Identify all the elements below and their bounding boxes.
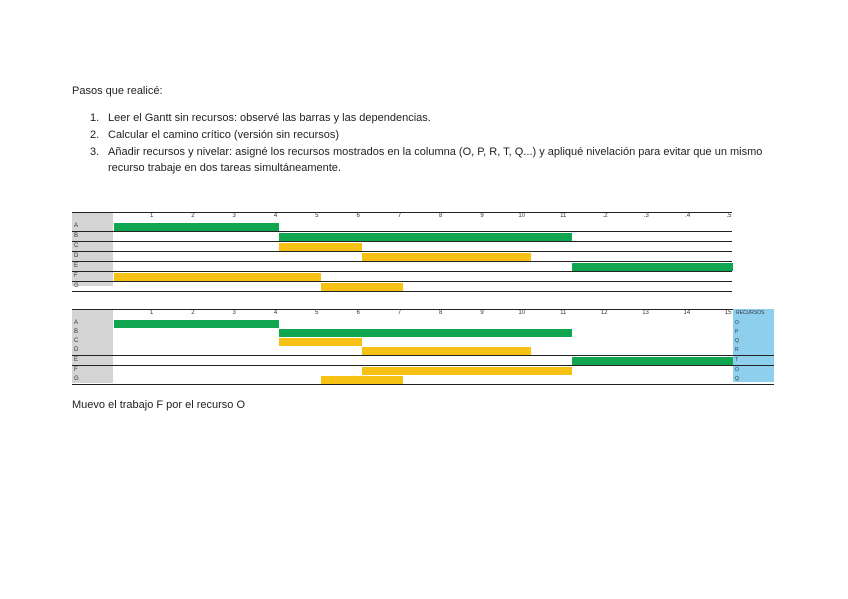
- resources-header: RECURSOS: [736, 310, 765, 316]
- task-resource: Q: [735, 338, 739, 344]
- period-tick-label: 8: [439, 310, 443, 316]
- task-label: G: [74, 376, 79, 382]
- task-bar: [321, 376, 404, 384]
- task-resource: Q: [735, 376, 739, 382]
- task-bar: [362, 367, 573, 375]
- task-resource: O: [735, 367, 739, 373]
- task-bar: [279, 329, 572, 337]
- period-tick-label: 1: [149, 310, 154, 316]
- gantt-task-row: [72, 242, 732, 252]
- period-tick-label: 9: [480, 213, 484, 219]
- task-label: D: [74, 347, 79, 353]
- period-tick-label: 3: [232, 310, 236, 316]
- period-tick-label: 14: [683, 310, 691, 316]
- period-tick-label: 4: [273, 310, 278, 316]
- gantt-task-row: [72, 366, 774, 375]
- task-bar: [572, 263, 733, 271]
- step-text: Calcular el camino crítico (versión sin recursos): [108, 129, 340, 141]
- period-tick-label: 5: [315, 213, 319, 219]
- period-tick-label: 9: [480, 310, 484, 316]
- task-resource: P: [735, 329, 739, 335]
- period-tick-label: 11: [560, 310, 567, 316]
- task-bar: [362, 253, 531, 261]
- gantt-task-row: [72, 232, 732, 242]
- task-resource: T: [735, 357, 739, 363]
- period-tick-label: 2: [191, 310, 195, 316]
- period-tick-label: .3: [643, 213, 649, 219]
- task-bar: [114, 223, 279, 231]
- period-tick-label: 13: [642, 310, 649, 316]
- period-tick-label: 7: [397, 213, 402, 219]
- task-label: E: [74, 263, 79, 269]
- task-bar: [572, 357, 733, 365]
- task-label: F: [74, 273, 78, 279]
- gantt-task-row: [72, 328, 774, 337]
- task-bar: [114, 273, 321, 281]
- task-label: B: [74, 329, 79, 335]
- step-number: 1.: [90, 112, 100, 124]
- period-tick-label: 5: [315, 310, 319, 316]
- period-tick-label: 7: [397, 310, 402, 316]
- task-label: E: [74, 357, 79, 363]
- step-item: [90, 127, 770, 143]
- task-label: A: [74, 223, 79, 229]
- gantt-task-row: [72, 282, 732, 292]
- steps-heading: Pasos que realicé:: [72, 85, 163, 97]
- step-item: [90, 144, 770, 176]
- gantt-task-row: [72, 375, 774, 385]
- gantt-task-row: [72, 222, 732, 232]
- task-resource: R: [735, 347, 739, 353]
- period-tick-label: 1: [149, 213, 154, 219]
- period-tick-label: 15: [724, 310, 732, 316]
- period-tick-label: .4: [685, 213, 691, 219]
- period-tick-label: 4: [273, 213, 278, 219]
- task-label: C: [74, 243, 79, 249]
- task-bar: [114, 320, 279, 328]
- gantt-task-row: [72, 346, 774, 356]
- gantt-header-row: [72, 309, 774, 319]
- period-tick-label: .5: [726, 213, 732, 219]
- step-number: 2.: [90, 129, 100, 141]
- period-tick-label: .2: [602, 213, 608, 219]
- period-tick-label: 6: [356, 310, 360, 316]
- gantt-task-row: [72, 262, 732, 272]
- step-text: Añadir recursos y nivelar: asigné los recursos mostrados en la columna (O, P, R, T, Q...) y apliqué nivelación para evitar que un mismo recurso trabaje en dos tareas simultáneamente.: [108, 146, 763, 174]
- period-tick-label: 12: [600, 310, 608, 316]
- period-tick-label: 2: [191, 213, 195, 219]
- gantt-header-row: [72, 212, 732, 222]
- step-item: [90, 110, 770, 126]
- task-bar: [279, 243, 362, 251]
- gantt-chart-without-resources: [72, 212, 732, 292]
- gantt-task-row: [72, 337, 774, 346]
- gantt-task-row: [72, 356, 774, 366]
- period-tick-label: 8: [439, 213, 443, 219]
- gantt-task-row: [72, 272, 732, 282]
- period-tick-label: 6: [356, 213, 360, 219]
- task-bar: [362, 347, 531, 355]
- task-label: A: [74, 320, 79, 326]
- steps-list: [90, 110, 770, 177]
- task-label: B: [74, 233, 79, 239]
- task-label: D: [74, 253, 79, 259]
- task-resource: O: [735, 320, 739, 326]
- task-bar: [279, 233, 572, 241]
- note-text: Muevo el trabajo F por el recurso O: [72, 399, 246, 411]
- task-bar: [279, 338, 362, 346]
- gantt-chart-with-resources: [72, 309, 774, 385]
- gantt-task-row: [72, 319, 774, 328]
- task-bar: [321, 283, 404, 291]
- task-label: C: [74, 338, 79, 344]
- period-tick-label: 10: [518, 310, 525, 316]
- period-tick-label: 10: [518, 213, 525, 219]
- task-label: F: [74, 367, 78, 373]
- period-tick-label: 3: [232, 213, 236, 219]
- period-tick-label: 11: [560, 213, 567, 219]
- step-number: 3.: [90, 146, 100, 158]
- task-label: G: [74, 283, 79, 289]
- gantt-task-row: [72, 252, 732, 262]
- step-text: Leer el Gantt sin recursos: observé las barras y las dependencias.: [108, 112, 431, 124]
